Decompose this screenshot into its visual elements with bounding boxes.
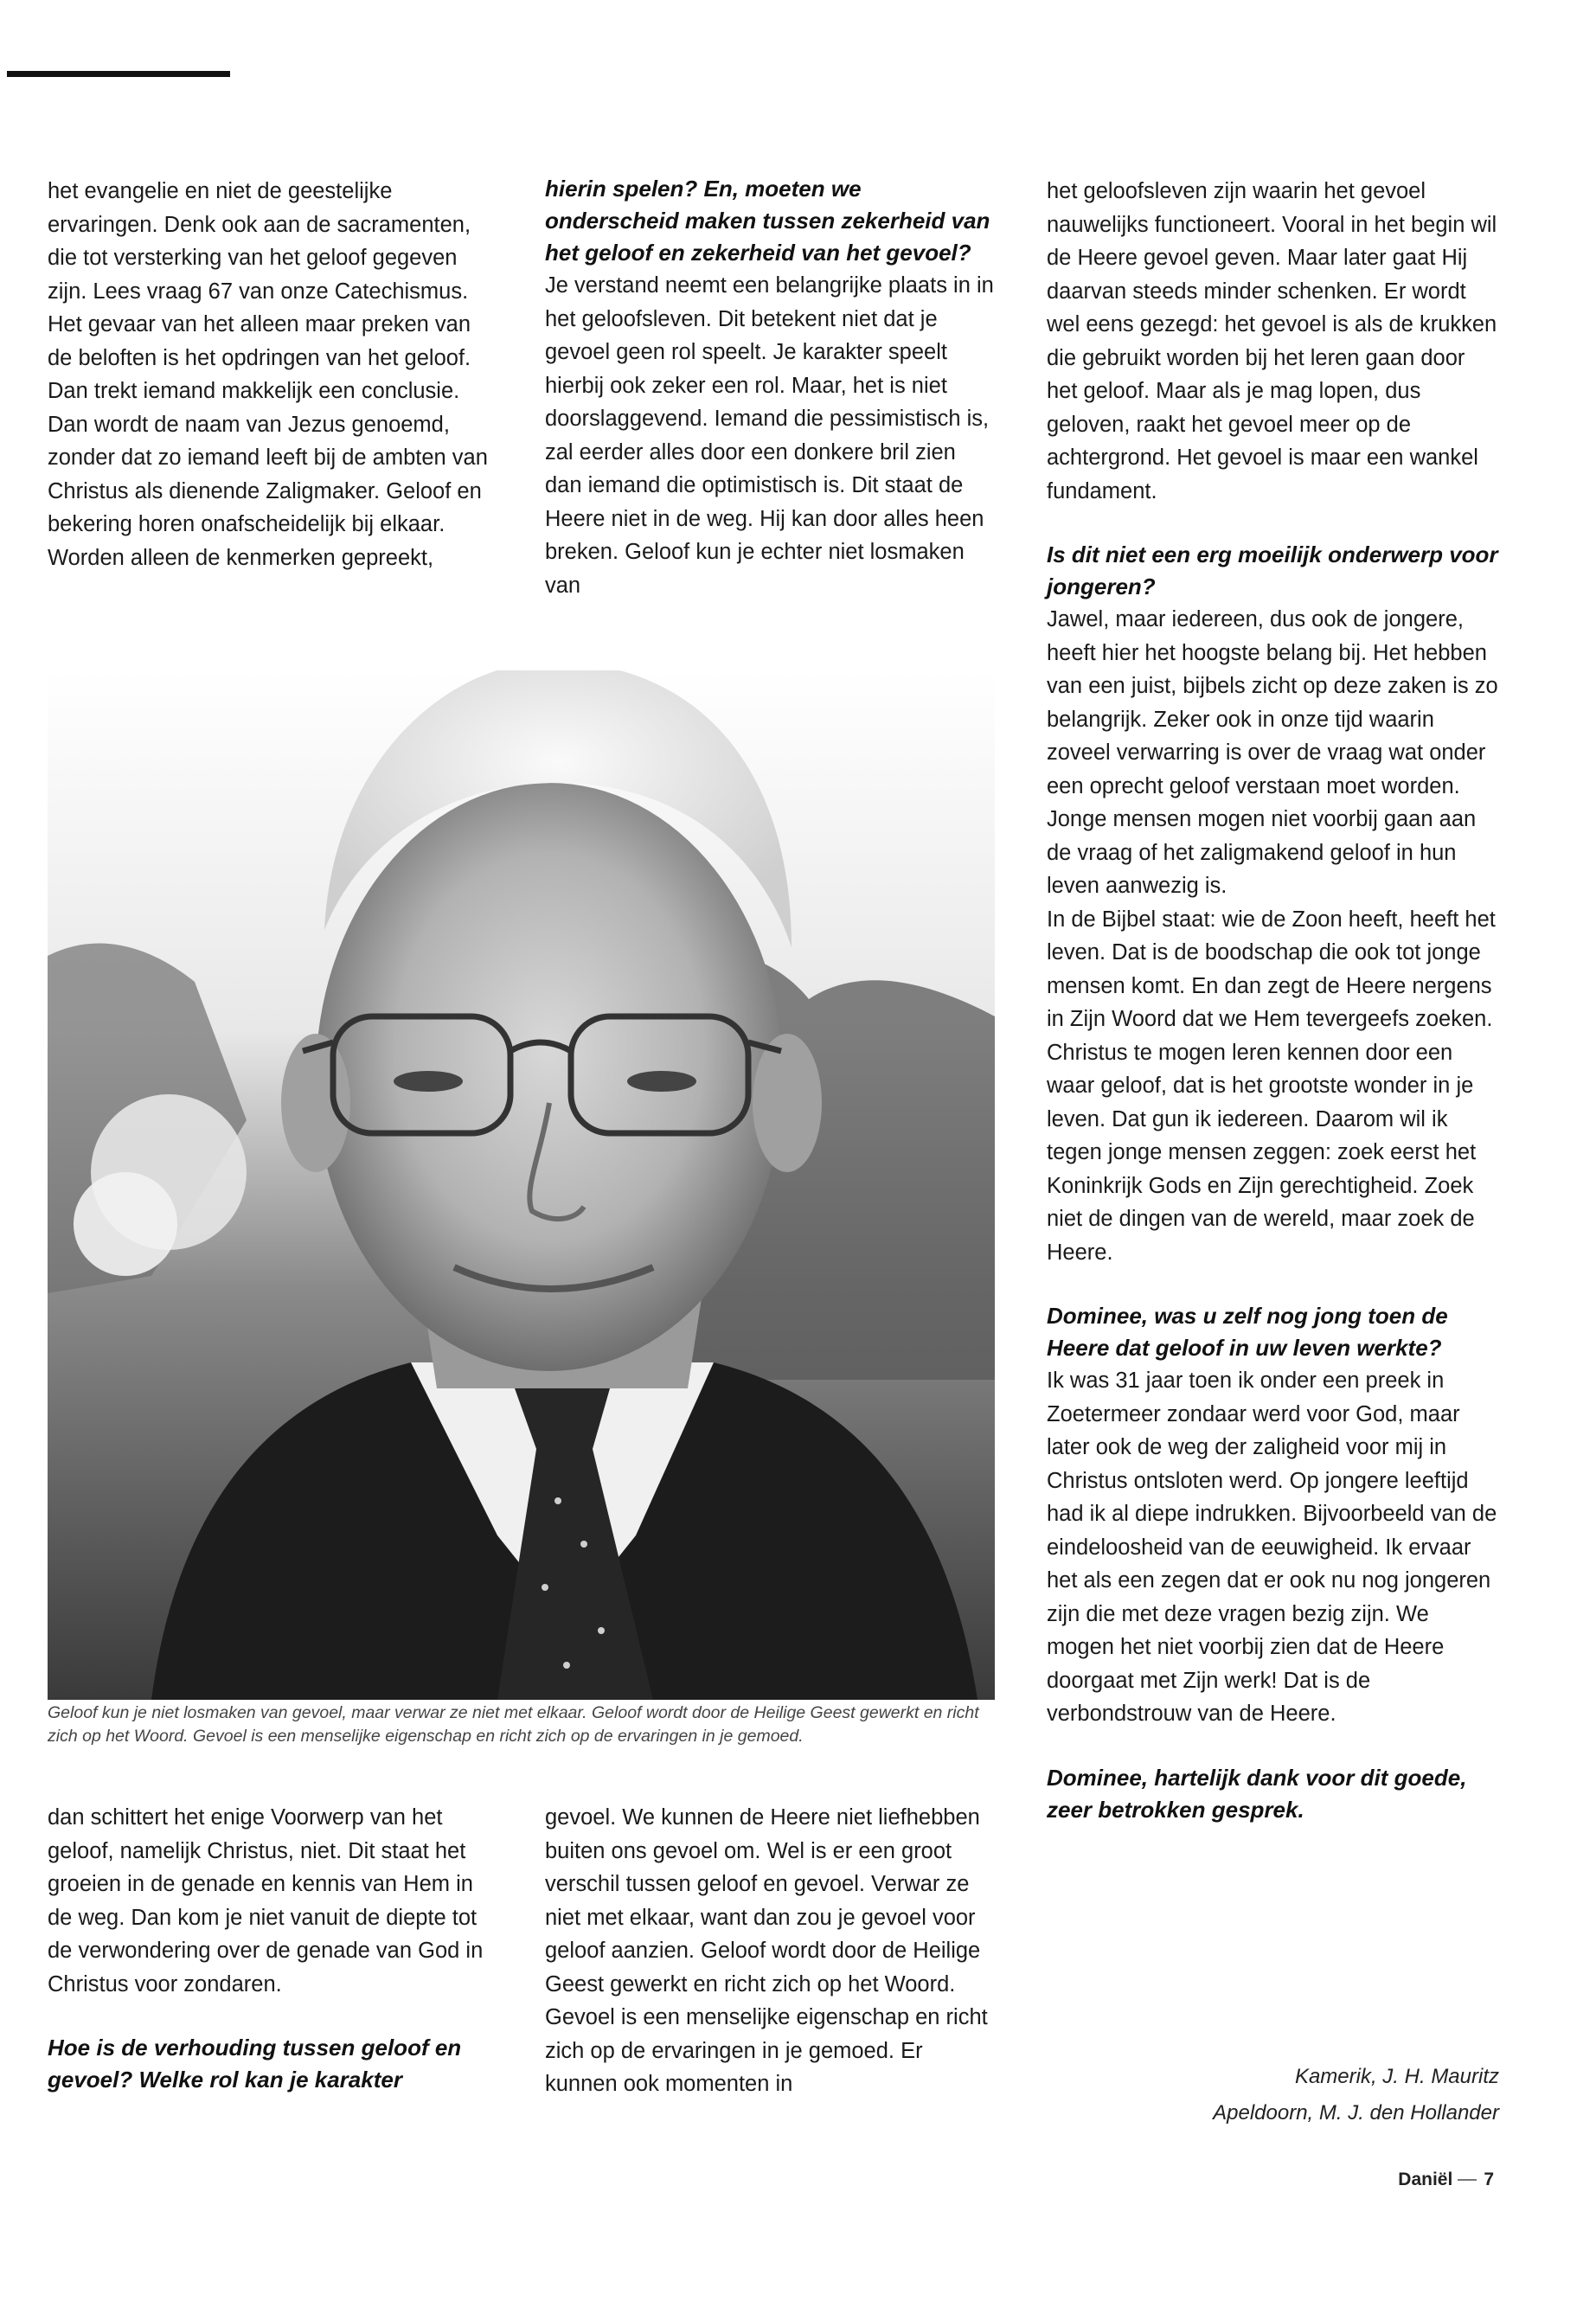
column-1-bottom bbox=[48, 1801, 497, 2096]
photo-caption: Geloof kun je niet losmaken van gevoel, maar verwar ze niet met elkaar. Geloof wordt door de Heilige Geest gewerkt en richt zich op het Woord. Gevoel is een menselijke eigenschap en richt zich op de ervaringen in je gemoed. bbox=[48, 1703, 979, 1746]
header-rule bbox=[7, 71, 230, 77]
page-number: 7 bbox=[1484, 2170, 1494, 2189]
page-footer bbox=[1398, 2170, 1494, 2190]
paragraph: dan schittert het enige Voorwerp van het geloof, namelijk Christus, niet. Dit staat het groeien in de genade en kennis van Hem in de weg. Dan kom je niet vanuit de diepte tot de verwondering over de genade van God in Christus voor zondaren. bbox=[48, 1805, 484, 1997]
credit-line: Apeldoorn, M. J. den Hollander bbox=[1213, 2101, 1499, 2125]
magazine-name: Daniël bbox=[1398, 2170, 1453, 2189]
column-2-top bbox=[545, 173, 995, 602]
paragraph: het geloofsleven zijn waarin het gevoel nauwelijks functioneert. Vooral in het begin wil de Heere gevoel geven. Maar later gaat Hij daarvan steeds minder schenken. Er wordt wel eens gezegd: het gevoel is als de krukken die gebruikt worden bij het leren gaan door het geloof. Maar als je mag lopen, dus geloven, raakt het gevoel meer op de achtergrond. Het gevoel is maar een wankel fundament. bbox=[1047, 179, 1497, 503]
paragraph: Ik was 31 jaar toen ik onder een preek in Zoetermeer zondaar werd voor God, maar later ook de weg der zaligheid voor mij in Christus ontsloten werd. Op jongere leeftijd had ik al diepe indrukken. Bijvoorbeeld van de eindeloosheid van de eeuwigheid. Ik ervaar het als een zegen dat er ook nu nog jongeren zijn die met deze vragen bezig zijn. We mogen het niet voorbij zien dat de Heere doorgaat met Zijn werk! Dat is de verbondstrouw van de Heere. bbox=[1047, 1368, 1497, 1726]
interview-credits bbox=[1213, 2059, 1499, 2131]
column-3 bbox=[1047, 175, 1501, 1826]
interview-question: Hoe is de verhouding tussen geloof en gevoel? Welke rol kan je karakter bbox=[48, 2035, 462, 2093]
column-2-bottom bbox=[545, 1801, 995, 2101]
paragraph: Je verstand neemt een belangrijke plaats in in het geloofsleven. Dit betekent niet dat je gevoel geen rol speelt. Je karakter speelt hierbij ook zeker een rol. Maar, het is niet doorslaggevend. Iemand die pessimistisch is, zal eerder alles door een donkere bril zien dan iemand die optimistisch is. Dit staat de Heere niet in de weg. Hij kan door alles heen breken. Geloof kun je echter niet losmaken van bbox=[545, 273, 994, 598]
interview-question: Is dit niet een erg moeilijk onderwerp voor jongeren? bbox=[1047, 542, 1498, 599]
credit-line: Kamerik, J. H. Mauritz bbox=[1294, 2065, 1499, 2088]
footer-separator bbox=[1458, 2179, 1477, 2181]
paragraph: In de Bijbel staat: wie de Zoon heeft, heeft het leven. Dat is de boodschap die ook tot jonge mensen komt. En dan zegt de Heere nergens in Zijn Woord dat we Hem tevergeefs zoeken. Christus te mogen leren kennen door een waar geloof, dat is het grootste wonder in je leven. Dat gun ik iedereen. Daarom wil ik tegen jonge mensen zeggen: zoek eerst het Koninkrijk Gods en Zijn gerechtigheid. Zoek niet de dingen van de wereld, maar zoek de Heere. bbox=[1047, 907, 1496, 1265]
portrait-photo bbox=[48, 670, 995, 1700]
paragraph: Worden alleen de kenmerken gepreekt, bbox=[48, 545, 434, 570]
paragraph: het evangelie en niet de geestelijke ervaringen. Denk ook aan de sacramenten, die tot versterking van het geloof gegeven zijn. Lees vraag 67 van onze Catechismus. bbox=[48, 179, 471, 304]
paragraph: gevoel. We kunnen de Heere niet liefhebben buiten ons gevoel om. Wel is er een groot verschil tussen geloof en gevoel. Verwar ze niet met elkaar, want dan zou je gevoel voor geloof aanzien. Geloof wordt door de Heilige Geest gewerkt en richt zich op het Woord. Gevoel is een menselijke eigenschap en richt zich op de ervaringen in je gemoed. Er kunnen ook momenten in bbox=[545, 1805, 988, 2096]
paragraph: Het gevaar van het alleen maar preken van de beloften is het opdringen van het geloof. Dan trekt iemand makkelijk een conclusie. Dan wordt de naam van Jezus genoemd, zonder dat zo iemand leeft bij de ambten van Christus als dienende Zaligmaker. Geloof en bekering horen onafscheidelijk bij elkaar. bbox=[48, 312, 488, 536]
column-1-top bbox=[48, 175, 497, 574]
interview-question: hierin spelen? En, moeten we onderscheid maken tussen zekerheid van het geloof en zekerheid van het gevoel? bbox=[545, 176, 990, 266]
paragraph: Jawel, maar iedereen, dus ook de jongere, heeft hier het hoogste belang bij. Het hebben van een juist, bijbels zicht op deze zaken is zo belangrijk. Zeker ook in onze tijd waarin zoveel verwarring is over de vraag wat onder een oprecht geloof verstaan moet worden. Jonge mensen mogen niet voorbij gaan aan de vraag of het zaligmakend geloof in hun leven aanwezig is. bbox=[1047, 607, 1498, 898]
interview-question: Dominee, was u zelf nog jong toen de Heere dat geloof in uw leven werkte? bbox=[1047, 1303, 1448, 1361]
interview-question: Dominee, hartelijk dank voor dit goede, zeer betrokken gesprek. bbox=[1047, 1764, 1467, 1823]
